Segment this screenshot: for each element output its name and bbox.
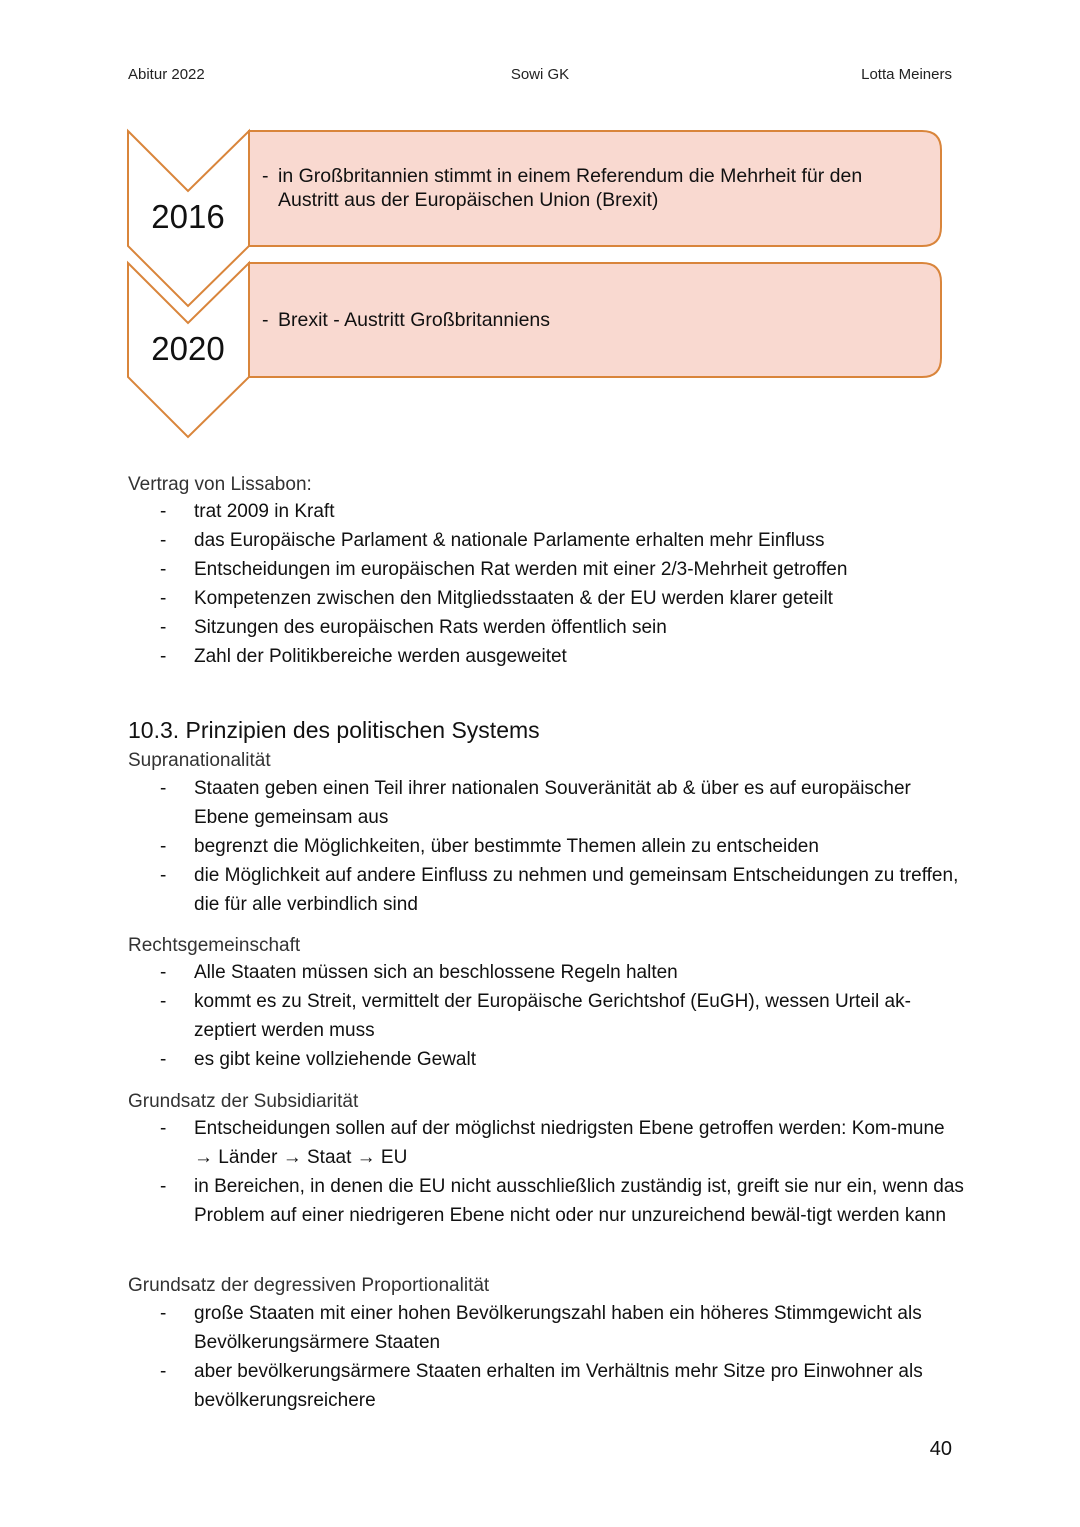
list-item: - Staaten geben einen Teil ihrer nationalen Souveränität ab & über es auf europäischer Ebene gemeinsam aus [160, 778, 911, 828]
list-item: - große Staaten mit einer hohen Bevölkerungszahl haben ein höheres Stimmgewicht als Bevölkerungsärmere Staaten [160, 1303, 922, 1353]
header-left: Abitur 2022 [128, 66, 205, 83]
lissabon-list [0, 497, 1080, 671]
list-item: - aber bevölkerungsärmere Staaten erhalten im Verhältnis mehr Sitze pro Einwohner als bevölkerungsreichere [160, 1361, 923, 1411]
page-number: 40 [929, 1438, 952, 1460]
header-center: Sowi GK [510, 66, 570, 83]
lissabon-title: Vertrag von Lissabon: [128, 474, 312, 495]
principle-title: Grundsatz der degressiven Proportionalität [128, 1275, 490, 1296]
list-item: - Entscheidungen sollen auf der möglichst niedrigsten Ebene getroffen werden: Kom-mune → Länder → Staat → EU [160, 1118, 945, 1168]
section-heading: 10.3. Prinzipien des politischen Systems [128, 717, 540, 743]
list-item: - Sitzungen des europäischen Rats werden öffentlich sein [160, 617, 667, 638]
principle-title: Grundsatz der Subsidiarität [128, 1091, 359, 1112]
list-item: - Kompetenzen zwischen den Mitgliedsstaaten & der EU werden klarer geteilt [160, 588, 833, 609]
principle-title: Rechtsgemeinschaft [128, 935, 301, 956]
header-right: Lotta Meiners [861, 66, 952, 83]
timeline-year: 2016 [151, 198, 225, 235]
principle-list [0, 1299, 1080, 1415]
list-item: - trat 2009 in Kraft [160, 501, 335, 522]
timeline-year: 2020 [151, 330, 225, 367]
timeline-text: - in Großbritannien stimmt in einem Referendum die Mehrheit für den Austritt aus der Europäischen Union (Brexit) [262, 165, 863, 211]
list-item: - in Bereichen, in denen die EU nicht ausschließlich zuständig ist, greift sie nur ein, wenn das Problem auf einer niedrigeren Ebene nicht oder nur unzureichend bewäl-tigt werden kann [160, 1176, 964, 1226]
timeline-text: - Brexit - Austritt Großbritanniens [262, 309, 551, 331]
list-item: - Zahl der Politikbereiche werden ausgeweitet [160, 646, 567, 667]
list-item: - Alle Staaten müssen sich an beschlossene Regeln halten [160, 962, 678, 983]
list-item: - das Europäische Parlament & nationale Parlamente erhalten mehr Einfluss [160, 530, 825, 551]
principle-title: Supranationalität [128, 750, 271, 771]
principle-list [0, 958, 1080, 1074]
principle-list [0, 774, 1080, 919]
list-item: - die Möglichkeit auf andere Einfluss zu nehmen und gemeinsam Entscheidungen zu treffen, die für alle verbindlich sind [160, 865, 959, 915]
list-item: - begrenzt die Möglichkeiten, über bestimmte Themen allein zu entscheiden [160, 836, 819, 857]
principle-list [0, 1114, 1080, 1230]
list-item: - Entscheidungen im europäischen Rat werden mit einer 2/3-Mehrheit getroffen [160, 559, 848, 580]
list-item: - kommt es zu Streit, vermittelt der Europäische Gerichtshof (EuGH), wessen Urteil ak-zeptiert werden muss [160, 991, 911, 1041]
list-item: - es gibt keine vollziehende Gewalt [160, 1049, 477, 1070]
